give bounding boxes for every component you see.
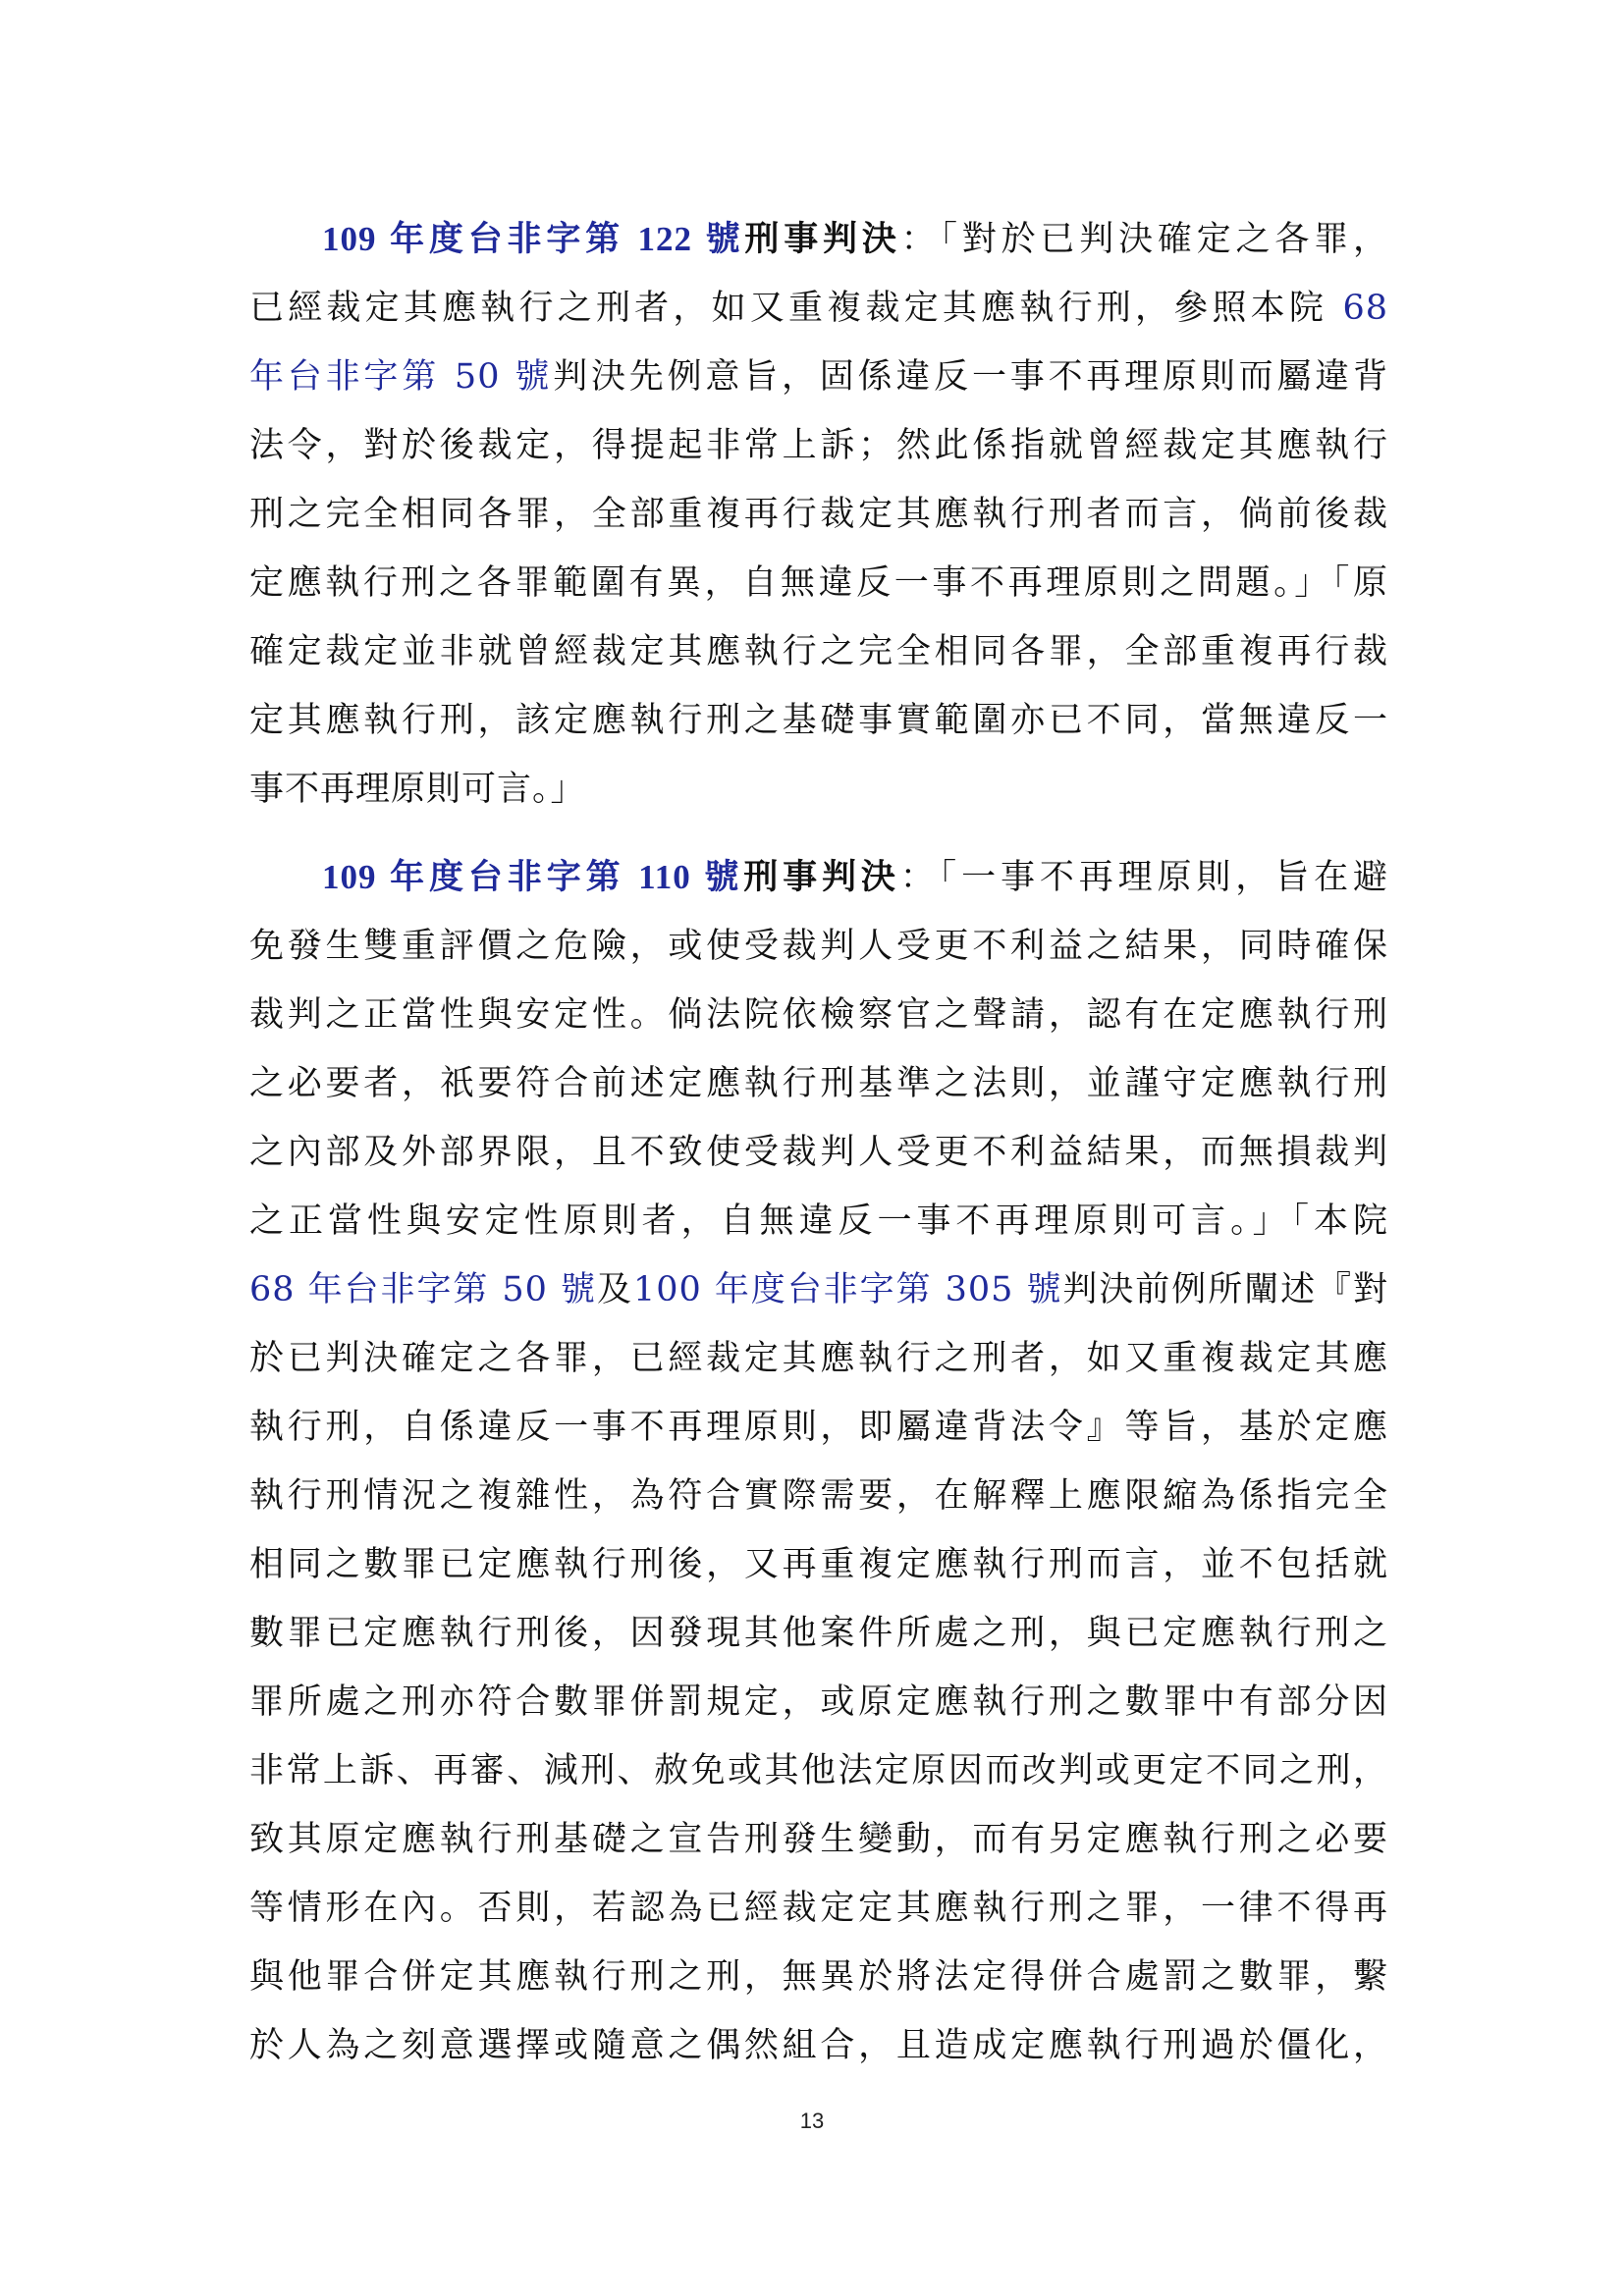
judgment-label: 刑事判決 — [743, 857, 900, 897]
paragraph-2-line-1 — [322, 850, 1388, 905]
citation-68-50: 68 年台非字第 50 號 — [249, 1270, 597, 1309]
paragraph-2-line-12: 數罪已定應執行刑後，因發現其他案件所處之刑，與已定應執行刑之 — [249, 1614, 1388, 1653]
paragraph-2-line-11: 相同之數罪已定應執行刑後，又再重複定應執行刑而言，並不包括就 — [249, 1545, 1388, 1584]
citation-68-50: 年台非字第 50 號 — [249, 357, 554, 397]
paragraph-2-line-7 — [249, 1262, 1388, 1317]
paragraph-1-line-4: 法令，對於後裁定，得提起非常上訴；然此係指就曾經裁定其應執行 — [249, 426, 1388, 465]
paragraph-2-line-5: 之內部及外部界限，且不致使受裁判人受更不利益結果，而無損裁判 — [249, 1133, 1388, 1172]
page-number: 13 — [799, 2109, 825, 2133]
paragraph-2-line-2: 免發生雙重評價之危險，或使受裁判人受更不利益之結果，同時確保 — [249, 927, 1388, 966]
paragraph-2-line-8: 於已判決確定之各罪，已經裁定其應執行之刑者，如又重複裁定其應 — [249, 1339, 1388, 1378]
citation-109-110: 109 年度台非字第 110 號 — [322, 858, 744, 896]
paragraph-2-line-10: 執行刑情況之複雜性，為符合實際需要，在解釋上應限縮為係指完全 — [249, 1476, 1388, 1516]
paragraph-1-line-3 — [249, 349, 1388, 404]
citation-68: 68 — [1327, 289, 1388, 328]
paragraph-2-line-14: 非常上訴、再審、減刑、赦免或其他法定原因而改判或更定不同之刑， — [249, 1751, 1388, 1790]
citation-100-305: 100 年度台非字第 305 號 — [632, 1270, 1063, 1309]
paragraph-2-line-15: 致其原定應執行刑基礎之宣告刑發生變動，而有另定應執行刑之必要 — [249, 1820, 1388, 1859]
paragraph-2-line-4: 之必要者，祇要符合前述定應執行刑基準之法則，並謹守定應執行刑 — [249, 1064, 1388, 1103]
paragraph-1-line-8: 定其應執行刑，該定應執行刑之基礎事實範圍亦已不同，當無違反一 — [249, 701, 1388, 740]
paragraph-1-line-2 — [249, 281, 1388, 336]
paragraph-2-line-3: 裁判之正當性與安定性。倘法院依檢察官之聲請，認有在定應執行刑 — [249, 995, 1388, 1035]
text-run: 及 — [596, 1270, 633, 1309]
paragraph-2-line-6: 之正當性與安定性原則者，自無違反一事不再理原則可言。」「本院 — [249, 1201, 1388, 1241]
paragraph-1-line-6: 定應執行刑之各罪範圍有異，自無違反一事不再理原則之問題。」「原 — [249, 563, 1388, 603]
paragraph-1-line-1 — [322, 212, 1388, 267]
text-run: 已經裁定其應執行之刑者，如又重複裁定其應執行刑，參照本院 — [249, 289, 1328, 328]
paragraph-2-line-9: 執行刑，自係違反一事不再理原則，即屬違背法令』等旨，基於定應 — [249, 1408, 1388, 1447]
text-run: ：「對於已判決確定之各罪， — [900, 220, 1388, 259]
text-run: ：「一事不再理原則，旨在避 — [899, 858, 1388, 897]
paragraph-1-line-5: 刑之完全相同各罪，全部重複再行裁定其應執行刑者而言，倘前後裁 — [249, 495, 1388, 534]
paragraph-2-line-13: 罪所處之刑亦符合數罪併罰規定，或原定應執行刑之數罪中有部分因 — [249, 1682, 1388, 1722]
paragraph-2-line-17: 與他罪合併定其應執行刑之刑，無異於將法定得併合處罰之數罪，繫 — [249, 1957, 1388, 1997]
paragraph-1-line-7: 確定裁定並非就曾經裁定其應執行之完全相同各罪，全部重複再行裁 — [249, 632, 1388, 671]
paragraph-1-line-9: 事不再理原則可言。」 — [249, 770, 586, 809]
paragraph-2-line-16: 等情形在內。否則，若認為已經裁定定其應執行刑之罪，一律不得再 — [249, 1889, 1388, 1928]
text-run: 判決前例所闡述『對 — [1062, 1270, 1388, 1309]
paragraph-2-line-18: 於人為之刻意選擇或隨意之偶然組合，且造成定應執行刑過於僵化， — [249, 2026, 1388, 2065]
citation-109-122: 109 年度台非字第 122 號 — [322, 220, 745, 258]
text-run: 判決先例意旨，固係違反一事不再理原則而屬違背 — [553, 357, 1388, 397]
judgment-label: 刑事判決 — [744, 219, 901, 259]
